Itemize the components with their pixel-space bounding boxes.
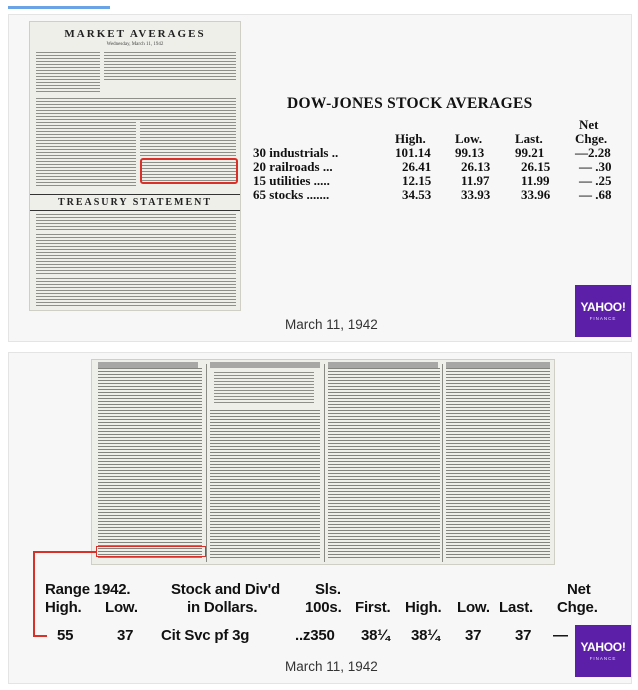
- stock-column: [98, 368, 202, 560]
- cell-low2: 37: [465, 627, 482, 644]
- row-chg: —2.28: [575, 145, 611, 160]
- row-label: 30 industrials ..: [253, 145, 339, 160]
- stock-column: [210, 410, 320, 560]
- hdr-low: Low.: [105, 599, 138, 616]
- connector-line: [33, 551, 97, 553]
- column-divider: [324, 364, 325, 562]
- col-last: Last.: [515, 131, 543, 146]
- row-chg: — .68: [579, 187, 612, 202]
- row-last: 33.96: [521, 187, 551, 202]
- logo-subtext: FINANCE: [589, 656, 617, 661]
- logo-text: YAHOO!: [580, 300, 626, 314]
- clipping-text-block: [36, 122, 136, 186]
- hdr-stock-divd: Stock and Div'd: [171, 581, 280, 598]
- clipping-text-block: [104, 52, 236, 82]
- clipping-text-block: [214, 372, 314, 404]
- row-chg: — .25: [579, 173, 612, 188]
- caption-date: March 11, 1942: [285, 317, 378, 332]
- row-last: 11.99: [521, 173, 550, 188]
- clipping-text-block: [140, 122, 236, 156]
- row-high: 101.14: [395, 145, 431, 160]
- net-label: Net: [579, 117, 599, 132]
- row-high: 34.53: [402, 187, 432, 202]
- hdr-high: High.: [45, 599, 82, 616]
- slide-stock-listing: [8, 352, 632, 684]
- row-label: 65 stocks .......: [253, 187, 330, 202]
- connector-line: [33, 635, 47, 637]
- row-low: 11.97: [461, 173, 490, 188]
- newspaper-clipping-market-averages: [29, 21, 241, 311]
- dow-jones-title: DOW-JONES STOCK AVERAGES: [287, 95, 533, 112]
- cell-high: 55: [57, 627, 74, 644]
- cell-last: 37: [515, 627, 532, 644]
- clipping-text-block: [36, 278, 236, 306]
- column-header-strip: [210, 362, 320, 368]
- clipping-text-block: [36, 98, 236, 120]
- hdr-range: Range 1942.: [45, 581, 131, 598]
- caption-date: March 11, 1942: [285, 659, 378, 674]
- hdr-net: Net: [567, 581, 591, 598]
- logo-text: YAHOO!: [580, 640, 626, 654]
- col-low: Low.: [455, 131, 483, 146]
- column-divider: [442, 364, 443, 562]
- clipping-text-block: [36, 214, 236, 230]
- row-label: 15 utilities .....: [253, 173, 330, 188]
- row-label: 20 railroads ...: [253, 159, 333, 174]
- column-divider: [206, 364, 207, 562]
- stock-column: [328, 368, 440, 560]
- clipping-text-block: [36, 234, 236, 274]
- cell-high2: 38¼: [411, 627, 440, 644]
- yahoo-finance-logo: [575, 625, 631, 677]
- stock-column: [446, 368, 550, 560]
- col-chge: Chge.: [575, 131, 608, 146]
- clipping-text-block: [36, 52, 100, 94]
- connector-line: [33, 551, 35, 637]
- cell-chge: —: [553, 627, 568, 644]
- hdr-100s: 100s.: [305, 599, 342, 616]
- highlight-box: [140, 158, 238, 184]
- yahoo-finance-logo: [575, 285, 631, 337]
- clipping-subheader: Wednesday, March 11, 1942: [106, 42, 164, 47]
- hdr-first: First.: [355, 599, 391, 616]
- clipping-header: MARKET AVERAGES: [64, 28, 206, 40]
- hdr-last: Last.: [499, 599, 534, 616]
- row-high: 26.41: [402, 159, 432, 174]
- row-high: 12.15: [402, 173, 432, 188]
- row-low: 99.13: [455, 145, 485, 160]
- row-last: 26.15: [521, 159, 551, 174]
- hdr-high2: High.: [405, 599, 442, 616]
- hdr-chge: Chge.: [557, 599, 598, 616]
- row-chg: — .30: [579, 159, 612, 174]
- clipping-section-header: TREASURY STATEMENT: [30, 194, 240, 211]
- cell-sales: ..z350: [295, 627, 335, 644]
- slide-dow-jones: [8, 14, 632, 342]
- row-low: 33.93: [461, 187, 491, 202]
- col-high: High.: [395, 131, 426, 146]
- row-low: 26.13: [461, 159, 491, 174]
- newspaper-clipping-stock-tables: [91, 359, 555, 565]
- highlight-box: [96, 546, 206, 557]
- hdr-sls: Sls.: [315, 581, 341, 598]
- row-last: 99.21: [515, 145, 545, 160]
- cell-low: 37: [117, 627, 134, 644]
- hdr-in-dollars: in Dollars.: [187, 599, 258, 616]
- top-accent-line: [8, 6, 110, 9]
- cell-first: 38¼: [361, 627, 390, 644]
- hdr-low2: Low.: [457, 599, 490, 616]
- cell-stock: Cit Svc pf 3g: [161, 627, 250, 644]
- logo-subtext: FINANCE: [589, 316, 617, 321]
